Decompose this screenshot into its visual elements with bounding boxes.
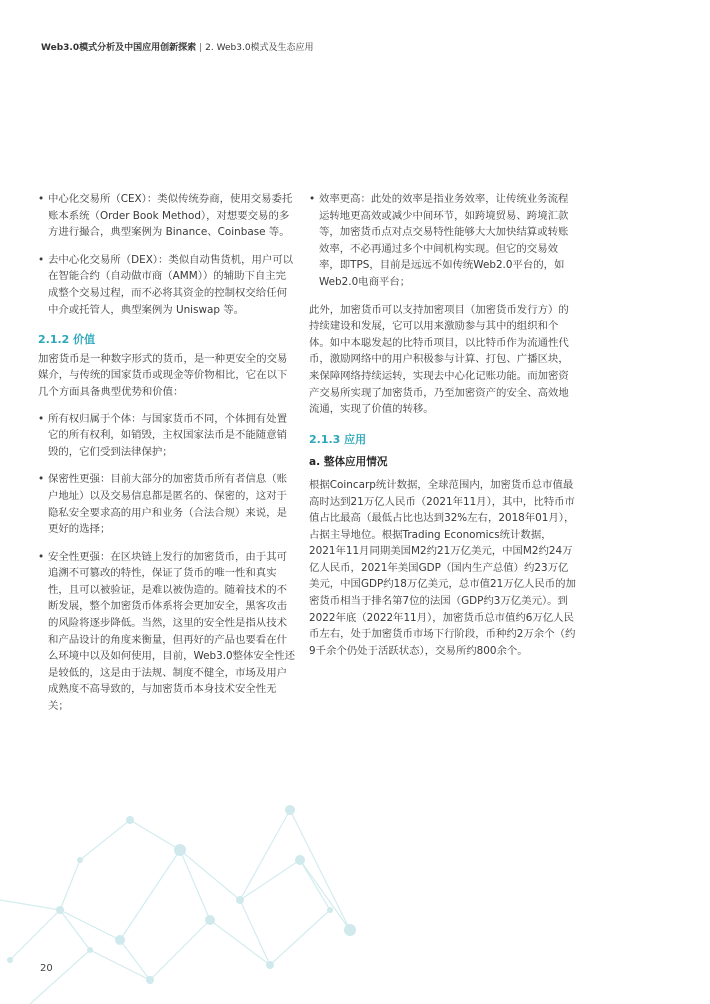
- bullet-dot: •: [38, 253, 45, 266]
- list-item: • 效率更高：此处的效率是指业务效率，让传统业务流程运转地更高效或减少中间环节，如跨境贸易、跨境汇款等，加密货币点对点交易特性能够大大加快结算或转账效率，不必再通过多个中间机构实现。但它的交易效率，即TPS，目前是远远不如传统Web2.0平台的，如Web2.0电商平台；: [309, 193, 569, 288]
- running-header: [41, 40, 314, 53]
- list-item: • 保密性更强：目前大部分的加密货币所有者信息（账户地址）以及交易信息都是匿名的、保密的，这对于隐私安全要求高的用户和业务（合法合规）来说，是更好的选择；: [38, 473, 287, 536]
- paragraph: 此外，加密货币可以支持加密项目（加密货币发行方）的持续建设和发展，它可以用来激励参与其中的组织和个体。如中本聪发起的比特币项目，以比特币作为流通性代币，激励网络中的用户积极参与计算、打包、广播区块，来保障网络持续运转，实现去中心化记账功能。而加密资产交易所实现了加密货币，乃至加密资产的安全、高效地流通，实现了价值的转移。: [309, 303, 569, 416]
- section-heading-application: 2.1.3 应用: [309, 432, 367, 446]
- page-number: 20: [40, 963, 53, 974]
- bullet-dot: •: [38, 412, 45, 425]
- bullet-dot: •: [38, 473, 45, 486]
- report-title: Web3.0模式分析及中国应用创新探索: [41, 43, 197, 53]
- header-separator: |: [199, 43, 203, 53]
- network-decoration-graphic: [0, 790, 360, 1004]
- left-column: [38, 191, 296, 726]
- subheading: a. 整体应用情况: [309, 456, 388, 469]
- right-column: [309, 191, 577, 669]
- bullet-dot: •: [38, 193, 45, 205]
- list-item: • 去中心化交易所（DEX）：类似自动售货机，用户可以在智能合约（自动做市商（AMM））的辅助下自主完成整个交易过程，而不必将其资金的控制权交给任何中介或托管人，典型案例为 Uniswap 等。: [38, 253, 294, 316]
- list-item: • 中心化交易所（CEX）：类似传统券商，使用交易委托账本系统（Order Book Method），对想要交易的多方进行撮合，典型案例为 Binance、Coinbase 等。: [38, 193, 293, 239]
- list-item: • 安全性更强：在区块链上发行的加密货币，由于其可追溯不可篡改的特性，保证了货币的唯一性和真实性，且可以被验证，是难以被伪造的。随着技术的不断发展，整个加密货币体系将会更加安全，黑客攻击的风险将逐步降低。当然，这里的安全性是指从技术和产品设计的角度来衡量，但再好的产品也要看在什么环境中以及如何使用，目前，Web3.0整体安全性还是较低的，这是由于法规、制度不健全，市场及用户成熟度不高导致的，与加密货币本身技术安全性无关；: [38, 550, 295, 713]
- list-item: • 所有权归属于个体：与国家货币不同，个体拥有处置它的所有权利，如销毁，主权国家法币是不能随意销毁的，它们受到法律保护；: [38, 412, 287, 458]
- section-heading-value: 2.1.2 价值: [38, 333, 96, 347]
- section-title: 2. Web3.0模式及生态应用: [205, 43, 314, 53]
- paragraph: 根据Coincarp统计数据，全球范围内，加密货币总市值最高时达到21万亿人民币（2021年11月），其中，比特币市值占比最高（最低占比也达到32%左右，2018年01月），占据主导地位。根据Trading Economics统计数据，2021年11月同期美国M2约21万亿美元，中国M2约24万亿人民币，2021年美国GDP（国内生产总值）约23万亿美元，中国GDP约18万亿美元，总市值21万亿人民币的加密货币相当于排名第7位的法国（GDP约3万亿美元）。到2022年底（2022年11月），加密货币总市值约6万亿人民币左右，处于加密货币市场下行阶段，币种约2万余个（约9千余个仍处于活跃状态），交易所约800余个。: [309, 478, 576, 657]
- paragraph: 加密货币是一种数字形式的货币，是一种更安全的交易媒介，与传统的国家货币或现金等价物相比，它在以下几个方面具备典型优势和价值：: [38, 352, 288, 398]
- bullet-dot: •: [309, 193, 316, 205]
- bullet-dot: •: [38, 550, 45, 563]
